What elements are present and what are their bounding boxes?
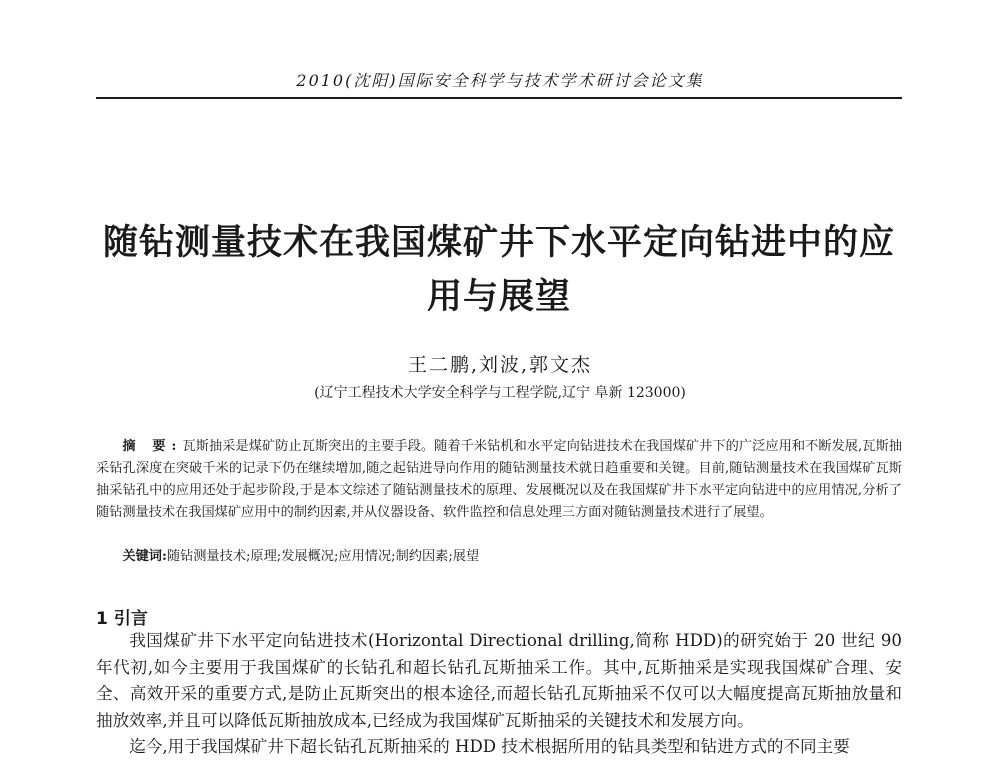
section-title: 引言 bbox=[113, 609, 148, 629]
body-paragraph: 我国煤矿井下水平定向钻进技术(Horizontal Directional drilling,简称 HDD)的研究始于 20 世纪 90 年代初,如今主要用于我国煤矿的长钻孔和超长钻孔瓦斯抽采工作。其中,瓦斯抽采是实现我国煤矿合理、安全、高效开采的重要方式,是防止瓦斯突出的根本途径,而超长钻孔瓦斯抽采不仅可以大幅度提高瓦斯抽放量和抽放效率,并且可以降低瓦斯抽放成本,已经成为我国煤矿瓦斯抽采的关键技术和发展方向。 bbox=[96, 631, 902, 730]
affiliation: (辽宁工程技术大学安全科学与工程学院,辽宁 阜新 123000) bbox=[314, 385, 686, 401]
abstract bbox=[96, 436, 902, 524]
abstract-text: 瓦斯抽采是煤矿防止瓦斯突出的主要手段。随着千米钻机和水平定向钻进技术在我国煤矿井下的广泛应用和不断发展,瓦斯抽采钻孔深度在突破千米的记录下仍在继续增加,随之起钻进导向作用的随钻测量技术就日趋重要和关键。目前,随钻测量技术在我国煤矿瓦斯抽采钻孔中的应用还处于起步阶段,于是本文综述了随钻测量技术的原理、发展概况以及在我国煤矿井下水平定向钻进中的应用情况,分析了随钻测量技术在我国煤矿应用中的制约因素,并从仪器设备、软件监控和信息处理三方面对随钻测量技术进行了展望。 bbox=[96, 439, 902, 520]
header-rule bbox=[96, 97, 902, 99]
authors: 王二鹏,刘波,郭文杰 bbox=[407, 354, 593, 376]
body-text bbox=[96, 628, 902, 761]
paper-title: 随钻测量技术在我国煤矿井下水平定向钻进中的应用与展望 bbox=[102, 222, 895, 317]
section-heading bbox=[96, 604, 148, 629]
running-header: 2010(沈阳)国际安全科学与技术学术研讨会论文集 bbox=[296, 71, 704, 90]
abstract-label: 摘 要: bbox=[122, 439, 183, 454]
keywords bbox=[96, 546, 902, 568]
keywords-text: 随钻测量技术;原理;发展概况;应用情况;制约因素;展望 bbox=[166, 549, 480, 564]
keywords-label: 关键词: bbox=[122, 549, 167, 564]
body-paragraph: 迄今,用于我国煤矿井下超长钻孔瓦斯抽采的 HDD 技术根据所用的钻具类型和钻进方式的不同主要 bbox=[129, 737, 850, 756]
section-number: 1 bbox=[96, 609, 108, 629]
